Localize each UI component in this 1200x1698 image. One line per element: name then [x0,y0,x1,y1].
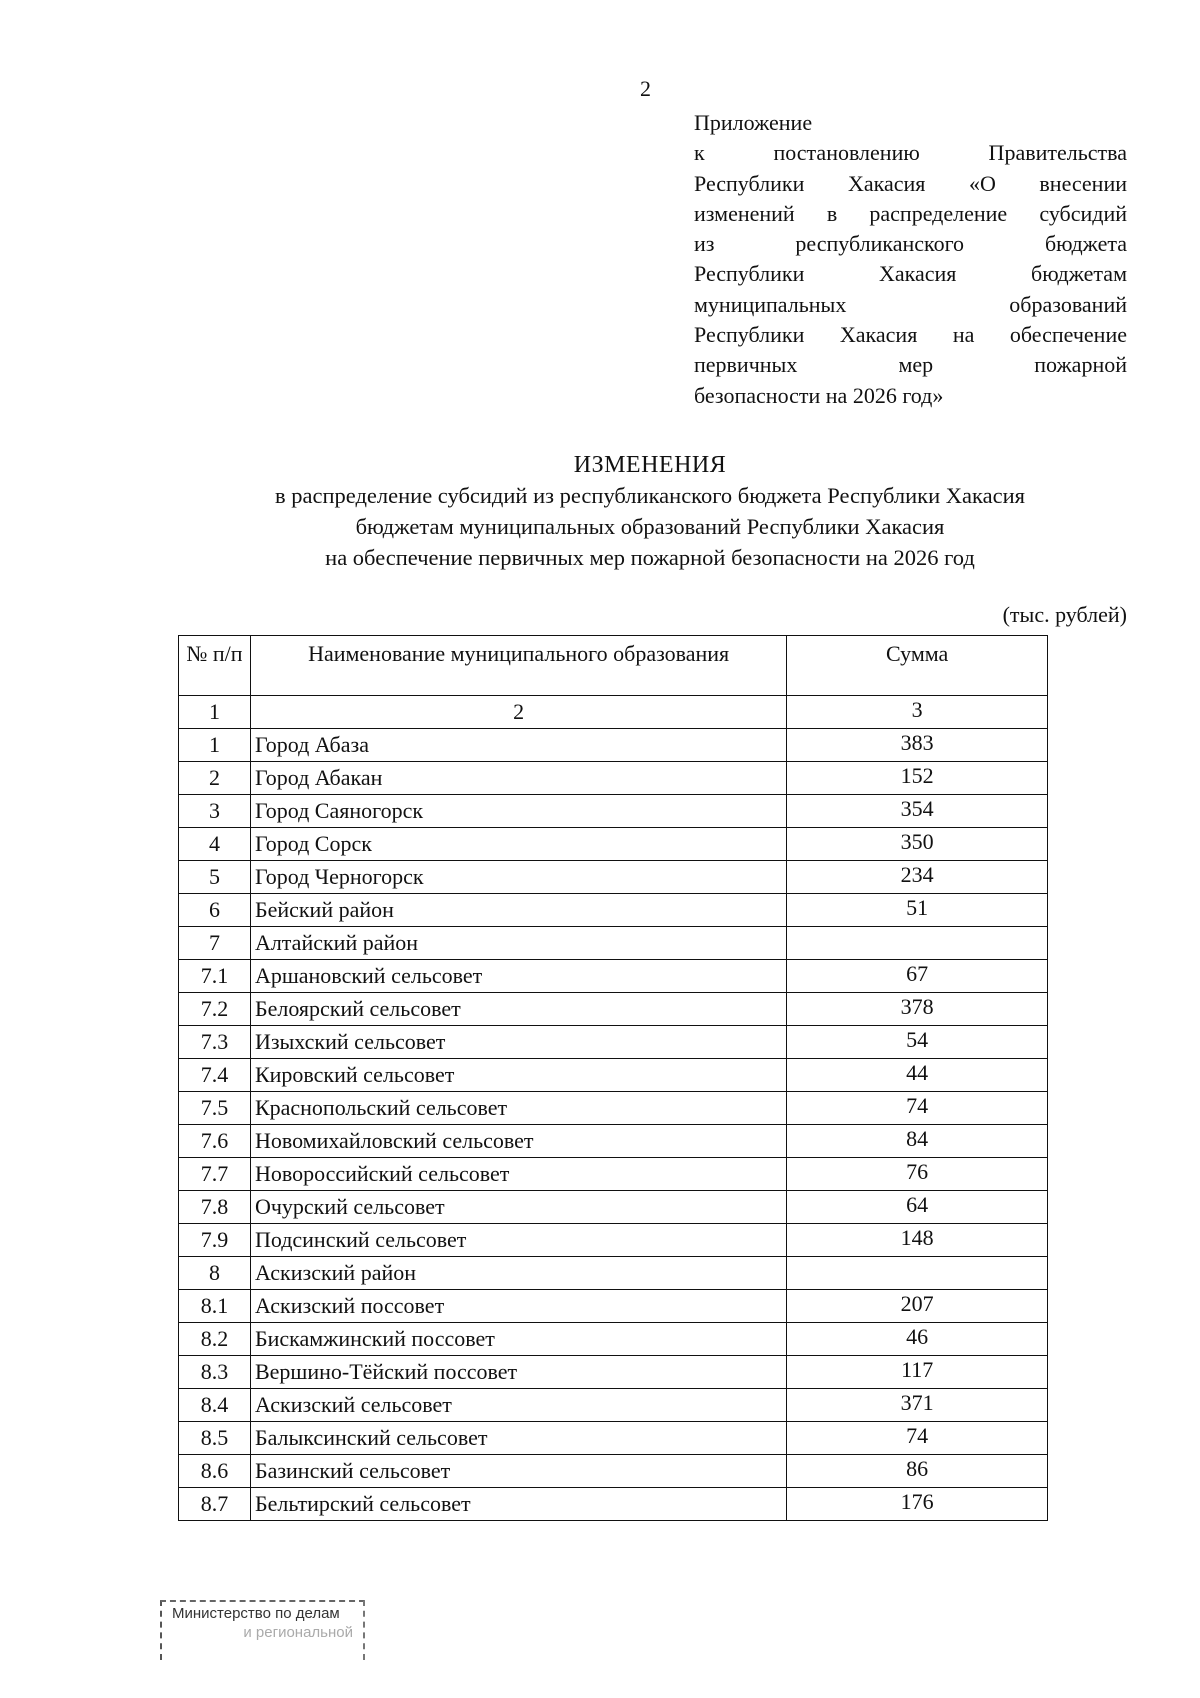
row-number: 8.7 [179,1488,251,1521]
table-row [179,1224,1048,1257]
col-number: 2 [250,696,786,729]
column-number-row [179,696,1048,729]
subtitle-line: на обеспечение первичных мер пожарной безопасности на 2026 год [325,545,975,570]
row-number: 7.6 [179,1125,251,1158]
appendix-line: муниципальных образований [694,291,1127,317]
appendix-line: Республики Хакасия «О внесении [694,170,1127,196]
row-sum: 84 [787,1125,1048,1158]
table-row [179,1257,1048,1290]
row-number: 8 [179,1257,251,1290]
row-sum: 378 [787,993,1048,1026]
appendix-line: изменений в распределение субсидий [694,200,1127,226]
row-number: 7.7 [179,1158,251,1191]
row-sum: 74 [787,1092,1048,1125]
row-sum: 67 [787,960,1048,993]
units-label: (тыс. рублей) [1002,602,1127,627]
stamp-line: Министерство по делам [172,1605,340,1622]
table-row [179,1026,1048,1059]
table-row [179,729,1048,762]
row-sum: 176 [787,1488,1048,1521]
row-number: 7.8 [179,1191,251,1224]
row-name: Город Абаза [250,729,786,762]
table-row [179,1323,1048,1356]
row-number: 4 [179,828,251,861]
row-name: Город Черногорск [250,861,786,894]
row-name: Изыхский сельсовет [250,1026,786,1059]
row-sum: 64 [787,1191,1048,1224]
appendix-line: Республики Хакасия бюджетам [694,261,1127,287]
appendix-line: из республиканского бюджета [694,231,1127,257]
row-name: Город Саяногорск [250,795,786,828]
row-name: Белоярский сельсовет [250,993,786,1026]
row-sum: 152 [787,762,1048,795]
row-sum: 148 [787,1224,1048,1257]
appendix-line: безопасности на 2026 год» [694,382,944,408]
row-number: 7.2 [179,993,251,1026]
row-name: Аскизский район [250,1257,786,1290]
row-number: 7.1 [179,960,251,993]
col-number: 1 [179,696,251,729]
row-sum: 74 [787,1422,1048,1455]
subtitle-line: бюджетам муниципальных образований Республики Хакасия [355,514,945,539]
table-row [179,1059,1048,1092]
row-number: 8.1 [179,1290,251,1323]
table-row [179,795,1048,828]
appendix-line: Республики Хакасия на обеспечение [694,322,1127,348]
row-number: 7 [179,927,251,960]
col-number: 3 [787,696,1048,729]
header-name: Наименование муниципального образования [250,636,786,696]
table-row [179,828,1048,861]
row-name: Бейский район [250,894,786,927]
header-num: № п/п [179,636,251,696]
document-title: ИЗМЕНЕНИЯ [573,452,727,478]
table-row [179,861,1048,894]
appendix-line: первичных мер пожарной [694,352,1127,378]
appendix-line: к постановлению Правительства [694,140,1127,166]
row-name: Аскизский сельсовет [250,1389,786,1422]
row-name: Аршановский сельсовет [250,960,786,993]
row-name: Вершино-Тёйский поссовет [250,1356,786,1389]
table-row [179,1455,1048,1488]
table-row [179,762,1048,795]
row-name: Бельтирский сельсовет [250,1488,786,1521]
subtitle-line: в распределение субсидий из республиканского бюджета Республики Хакасия [275,483,1025,508]
row-name: Подсинский сельсовет [250,1224,786,1257]
row-name: Краснопольский сельсовет [250,1092,786,1125]
row-name: Аскизский поссовет [250,1290,786,1323]
stamp-line: и региональной [243,1624,353,1641]
row-sum: 86 [787,1455,1048,1488]
table-row [179,1422,1048,1455]
row-number: 7.9 [179,1224,251,1257]
row-sum: 207 [787,1290,1048,1323]
row-number: 8.3 [179,1356,251,1389]
row-name: Базинский сельсовет [250,1455,786,1488]
row-sum [787,927,1048,960]
row-name: Алтайский район [250,927,786,960]
table-row [179,927,1048,960]
table-row [179,1125,1048,1158]
row-name: Новороссийский сельсовет [250,1158,786,1191]
table-row [179,1158,1048,1191]
row-number: 7.4 [179,1059,251,1092]
row-sum: 117 [787,1356,1048,1389]
table-row [179,1191,1048,1224]
row-sum: 51 [787,894,1048,927]
appendix-block [694,108,1127,411]
row-sum: 234 [787,861,1048,894]
table-row [179,1356,1048,1389]
row-sum: 46 [787,1323,1048,1356]
row-name: Бискамжинский поссовет [250,1323,786,1356]
row-sum: 76 [787,1158,1048,1191]
row-name: Город Сорск [250,828,786,861]
table-row [179,960,1048,993]
row-number: 8.2 [179,1323,251,1356]
row-sum: 371 [787,1389,1048,1422]
row-name: Кировский сельсовет [250,1059,786,1092]
row-sum: 350 [787,828,1048,861]
row-number: 1 [179,729,251,762]
table-header-row [179,636,1048,696]
row-sum: 44 [787,1059,1048,1092]
table-row [179,993,1048,1026]
row-number: 8.6 [179,1455,251,1488]
table-row [179,1488,1048,1521]
row-number: 8.4 [179,1389,251,1422]
row-sum: 54 [787,1026,1048,1059]
row-sum: 383 [787,729,1048,762]
row-number: 3 [179,795,251,828]
table-row [179,1092,1048,1125]
row-number: 8.5 [179,1422,251,1455]
row-name: Новомихайловский сельсовет [250,1125,786,1158]
row-sum: 354 [787,795,1048,828]
row-name: Очурский сельсовет [250,1191,786,1224]
row-number: 5 [179,861,251,894]
table-row [179,1389,1048,1422]
subsidy-table [178,635,1048,1521]
table-row [179,894,1048,927]
page-number: 2 [640,76,651,101]
ministry-stamp [160,1600,365,1660]
header-sum: Сумма [787,636,1048,696]
appendix-line: Приложение [694,110,813,135]
row-name: Балыксинский сельсовет [250,1422,786,1455]
row-name: Город Абакан [250,762,786,795]
row-number: 6 [179,894,251,927]
row-number: 7.3 [179,1026,251,1059]
table-row [179,1290,1048,1323]
row-number: 7.5 [179,1092,251,1125]
row-number: 2 [179,762,251,795]
row-sum [787,1257,1048,1290]
